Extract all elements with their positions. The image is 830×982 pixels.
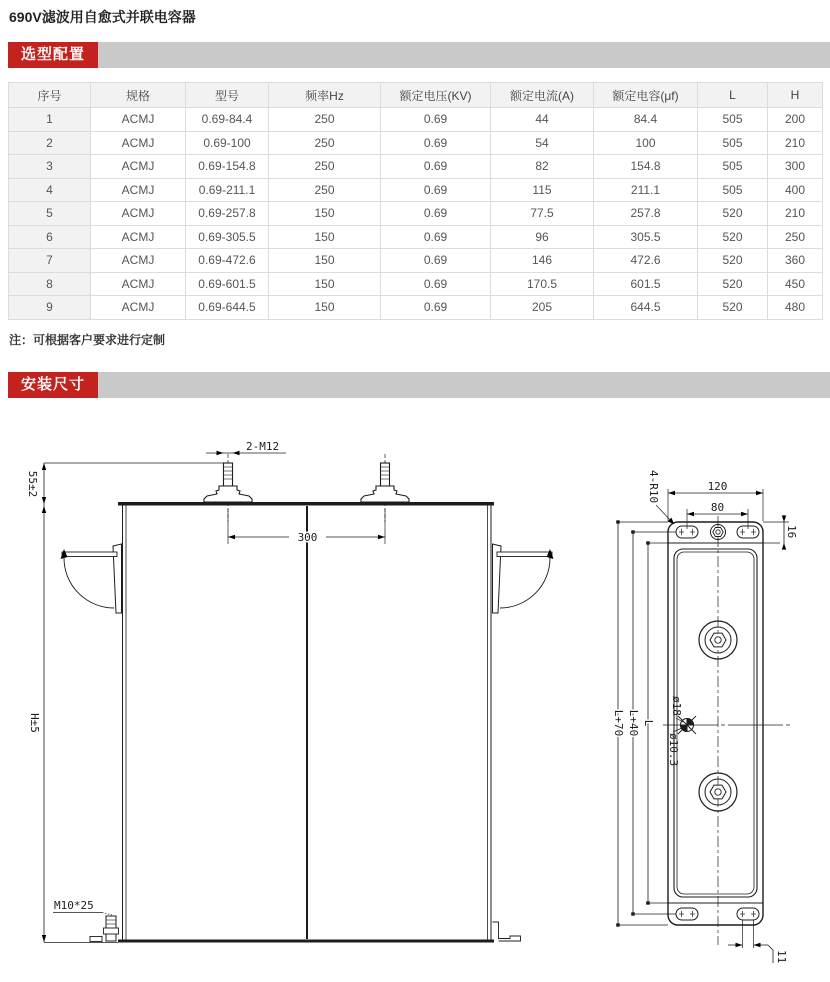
- table-cell: 0.69: [381, 272, 491, 296]
- table-cell: 0.69: [381, 249, 491, 273]
- table-cell: 8: [9, 272, 91, 296]
- section-title-installation: 安装尺寸: [8, 372, 98, 398]
- table-cell: 0.69-84.4: [186, 108, 269, 132]
- table-cell: 200: [768, 108, 823, 132]
- table-cell: ACMJ: [91, 131, 186, 155]
- dim-stud-label: 2-M12: [246, 440, 280, 453]
- table-cell: 77.5: [491, 202, 594, 226]
- table-cell: 520: [698, 296, 768, 320]
- table-cell: 4: [9, 178, 91, 202]
- column-header: 额定电压(KV): [381, 83, 491, 108]
- table-cell: 250: [768, 225, 823, 249]
- table-cell: 0.69-472.6: [186, 249, 269, 273]
- table-row: [9, 225, 823, 249]
- table-cell: 520: [698, 202, 768, 226]
- table-cell: 2: [9, 131, 91, 155]
- column-header: 型号: [186, 83, 269, 108]
- side-view: [612, 470, 798, 963]
- table-cell: 84.4: [594, 108, 698, 132]
- table-cell: ACMJ: [91, 178, 186, 202]
- table-cell: 100: [594, 131, 698, 155]
- selection-table: [8, 82, 823, 320]
- table-cell: 205: [491, 296, 594, 320]
- dim-len-l40: L+40: [627, 709, 640, 737]
- table-cell: 644.5: [594, 296, 698, 320]
- table-cell: ACMJ: [91, 108, 186, 132]
- dim-hole-inner: ø10.3: [667, 733, 680, 767]
- column-header: 序号: [9, 83, 91, 108]
- table-row: [9, 249, 823, 273]
- dim-top-clearance: 55±2: [26, 470, 39, 498]
- table-cell: 7: [9, 249, 91, 273]
- table-cell: ACMJ: [91, 155, 186, 179]
- table-cell: 520: [698, 225, 768, 249]
- table-cell: 3: [9, 155, 91, 179]
- table-cell: 250: [269, 131, 381, 155]
- table-cell: 210: [768, 131, 823, 155]
- table-cell: 150: [269, 225, 381, 249]
- table-cell: 44: [491, 108, 594, 132]
- table-cell: 0.69-644.5: [186, 296, 269, 320]
- table-cell: 115: [491, 178, 594, 202]
- table-cell: 250: [269, 155, 381, 179]
- table-cell: 150: [269, 202, 381, 226]
- table-row: [9, 178, 823, 202]
- table-cell: 400: [768, 178, 823, 202]
- dim-body-height: H±5: [28, 713, 41, 733]
- dim-terminal-spacing: 300: [297, 531, 318, 544]
- column-header: 规格: [91, 83, 186, 108]
- installation-drawing: [0, 417, 830, 982]
- table-cell: 82: [491, 155, 594, 179]
- table-cell: 150: [269, 249, 381, 273]
- table-cell: 150: [269, 296, 381, 320]
- table-cell: 300: [768, 155, 823, 179]
- customization-note: 注：可根据客户要求进行定制: [9, 333, 166, 347]
- table-cell: 480: [768, 296, 823, 320]
- table-cell: 0.69: [381, 131, 491, 155]
- table-cell: 520: [698, 249, 768, 273]
- table-cell: 305.5: [594, 225, 698, 249]
- table-cell: 0.69-154.8: [186, 155, 269, 179]
- table-row: [9, 272, 823, 296]
- table-cell: 505: [698, 178, 768, 202]
- table-row: [9, 202, 823, 226]
- table-row: [9, 131, 823, 155]
- dim-len-l70: L+70: [612, 709, 625, 737]
- table-cell: 150: [269, 272, 381, 296]
- table-cell: 1: [9, 108, 91, 132]
- table-cell: 0.69: [381, 202, 491, 226]
- table-cell: 0.69-211.1: [186, 178, 269, 202]
- table-cell: 0.69: [381, 155, 491, 179]
- page-title: 690V滤波用自愈式并联电容器: [9, 9, 196, 25]
- table-cell: 505: [698, 131, 768, 155]
- table-cell: 257.8: [594, 202, 698, 226]
- column-header: 额定电容(μf): [594, 83, 698, 108]
- table-cell: ACMJ: [91, 296, 186, 320]
- table-cell: 0.69-100: [186, 131, 269, 155]
- table-cell: 0.69-305.5: [186, 225, 269, 249]
- table-cell: 146: [491, 249, 594, 273]
- front-view: [26, 440, 554, 943]
- column-header: 额定电流(A): [491, 83, 594, 108]
- table-cell: 505: [698, 155, 768, 179]
- table-cell: 360: [768, 249, 823, 273]
- table-cell: 0.69: [381, 296, 491, 320]
- table-cell: 170.5: [491, 272, 594, 296]
- table-cell: 0.69: [381, 108, 491, 132]
- dim-hole-spacing: 80: [710, 501, 725, 514]
- table-cell: 250: [269, 178, 381, 202]
- table-row: [9, 296, 823, 320]
- section-banner-selection: [8, 42, 830, 68]
- table-row: [9, 155, 823, 179]
- dim-hole-outer: ø18: [670, 696, 683, 716]
- column-header: 频率Hz: [269, 83, 381, 108]
- section-banner-installation: [8, 372, 830, 398]
- dim-width: 120: [707, 480, 728, 493]
- table-cell: 210: [768, 202, 823, 226]
- section-title-selection: 选型配置: [8, 42, 98, 68]
- dim-slot-width: 11: [775, 950, 788, 964]
- table-cell: 154.8: [594, 155, 698, 179]
- dim-flange-thickness: 16: [785, 525, 798, 539]
- column-header: H: [768, 83, 823, 108]
- table-cell: 6: [9, 225, 91, 249]
- table-cell: ACMJ: [91, 272, 186, 296]
- table-cell: 450: [768, 272, 823, 296]
- table-cell: 54: [491, 131, 594, 155]
- table-cell: 0.69-601.5: [186, 272, 269, 296]
- table-cell: 601.5: [594, 272, 698, 296]
- column-header: L: [698, 83, 768, 108]
- dim-corner-radius: 4-R10: [647, 470, 660, 504]
- table-cell: 0.69: [381, 225, 491, 249]
- table-cell: 211.1: [594, 178, 698, 202]
- table-cell: 9: [9, 296, 91, 320]
- table-cell: 250: [269, 108, 381, 132]
- table-cell: 505: [698, 108, 768, 132]
- table-header-row: [9, 83, 823, 108]
- table-cell: ACMJ: [91, 202, 186, 226]
- table-cell: ACMJ: [91, 249, 186, 273]
- table-cell: 5: [9, 202, 91, 226]
- table-cell: 472.6: [594, 249, 698, 273]
- dim-ground-stud: M10*25: [54, 899, 94, 912]
- table-cell: 96: [491, 225, 594, 249]
- table-cell: 520: [698, 272, 768, 296]
- table-cell: 0.69: [381, 178, 491, 202]
- table-cell: ACMJ: [91, 225, 186, 249]
- table-cell: 0.69-257.8: [186, 202, 269, 226]
- table-row: [9, 108, 823, 132]
- dim-len-l: L: [642, 719, 655, 727]
